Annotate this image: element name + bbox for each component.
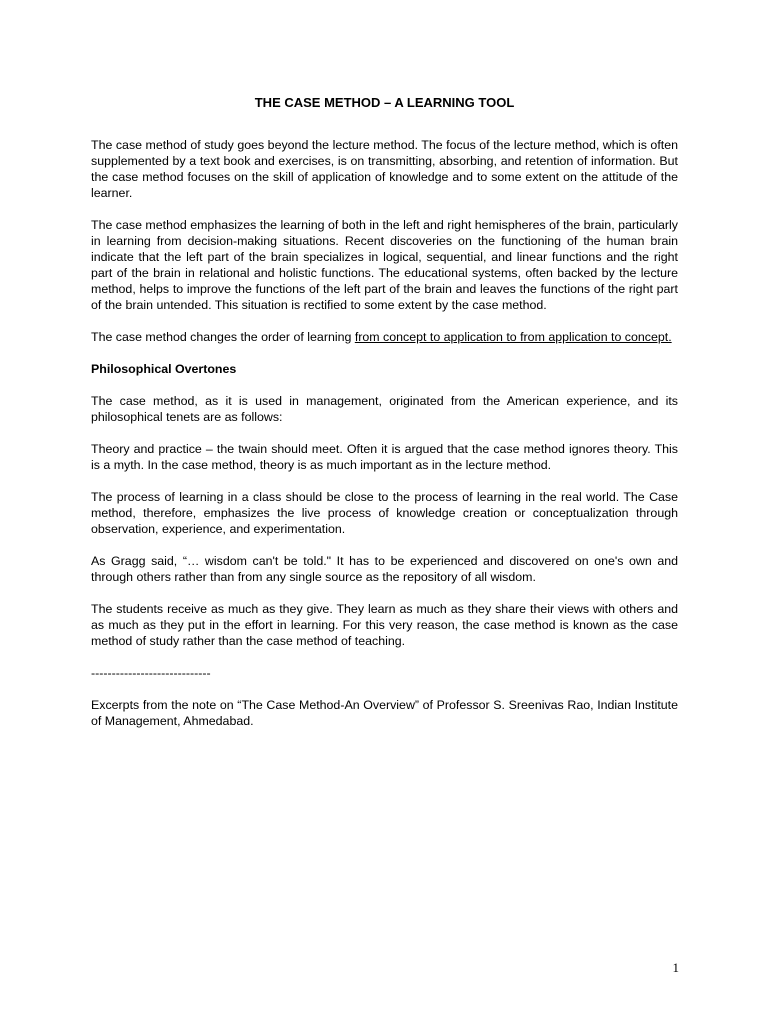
document-body bbox=[91, 95, 678, 745]
paragraph-theory-and-practice: Theory and practice – the twain should meet. Often it is argued that the case method ignores theory. This is a myth. In the case method, theory is as much important as in the lecture method. bbox=[91, 442, 678, 472]
paragraph-lecture-method: The case method of study goes beyond the lecture method. The focus of the lecture method, which is often supplemented by a text book and exercises, is on transmitting, absorbing, and retention of information. But the case method focuses on the skill of application of knowledge and to some extent on the attitude of the learner. bbox=[91, 138, 678, 200]
paragraph-students-receive: The students receive as much as they give. They learn as much as they share their views with others and as much as they put in the effort in learning. For this very reason, the case method is known as the case method of study rather than the case method of teaching. bbox=[91, 602, 678, 648]
footnote-separator: ----------------------------- bbox=[91, 666, 211, 680]
paragraph-gragg-quote: As Gragg said, “… wisdom can't be told." It has to be experienced and discovered on one's own and through others rather than from any single source as the repository of all wisdom. bbox=[91, 554, 678, 584]
paragraph-american-experience: The case method, as it is used in management, originated from the American experience, and its philosophical tenets are as follows: bbox=[91, 394, 678, 424]
footnote-source: Excerpts from the note on “The Case Method-An Overview” of Professor S. Sreenivas Rao, Indian Institute of Management, Ahmedabad. bbox=[91, 698, 678, 728]
order-of-learning-text: The case method changes the order of learning bbox=[91, 330, 355, 344]
underlined-concept-application: from concept to application to from application to concept. bbox=[354, 330, 672, 344]
page-number: 1 bbox=[672, 960, 679, 975]
paragraph-brain-hemispheres: The case method emphasizes the learning of both in the left and right hemispheres of the brain, particularly in learning from decision-making situations. Recent discoveries on the functioning of the human brain indicate that the left part of the brain specializes in logical, sequential, and linear functions and the right part of the brain in relational and holistic functions. The educational systems, often backed by the lecture method, helps to improve the functions of the left part of the brain and leaves the functions of the right part of the brain untended. This situation is rectified to some extent by the case method. bbox=[91, 218, 678, 312]
section-heading-philosophical-overtones: Philosophical Overtones bbox=[91, 362, 237, 376]
paragraph-real-world-learning: The process of learning in a class should be close to the process of learning in the real world. The Case method, therefore, emphasizes the live process of knowledge creation or conceptualization through observation, experience, and experimentation. bbox=[91, 490, 678, 536]
paragraph-order-of-learning bbox=[91, 329, 678, 345]
document-title: THE CASE METHOD – A LEARNING TOOL bbox=[254, 95, 515, 110]
